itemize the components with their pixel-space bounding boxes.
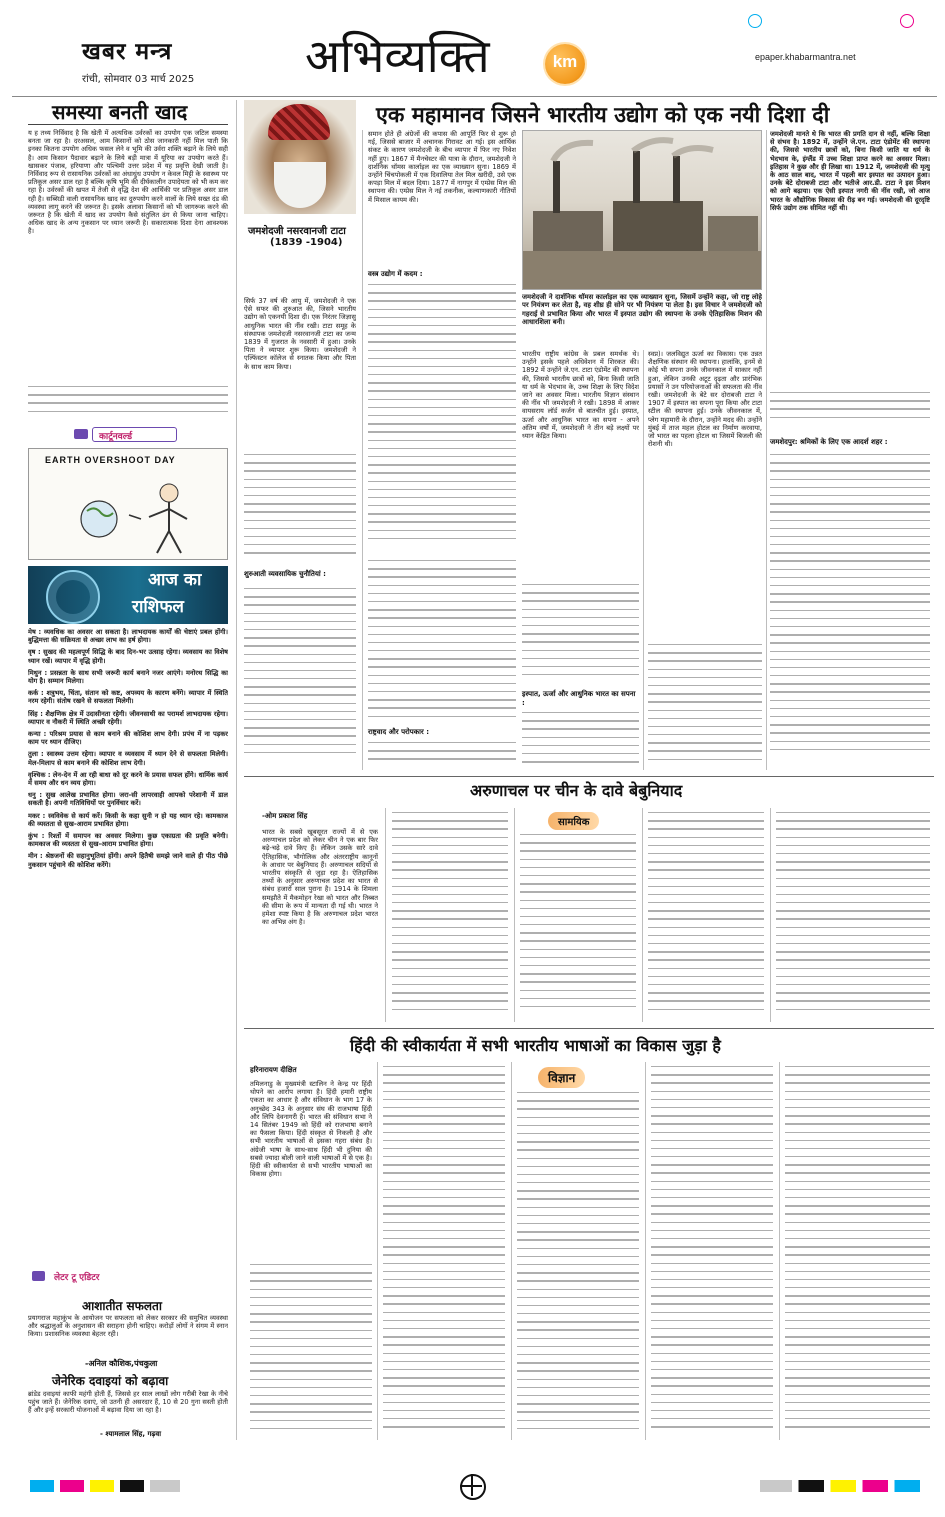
editorial-body: य ह तथ्य निर्विवाद है कि खेती में अत्यधिक उर्वरकों का उपयोग एक जटिल समस्या बनता जा रहा है। दरअसल, आम किसानों को ठोस जानकारी नहीं मिल पाती कि इनका कितना उपयोग अधिक फसल लेने व भूमि की उर्वरा शक्ति बढ़ाने के लिये सही है। आम किसान पैदावार बढ़ाने के लिये बड़ी मात्रा में यूरिया का उपयोग करते हैं। खासकर पंजाब, हरियाणा और पश्चिमी उत्तर प्रदेश में यह प्रवृत्ति देखी जाती है। निर्विवाद रूप से रासायनिक उर्वरकों का अंधाधुंध उपयोग न केवल मिट्टी के स्वास्थ्य पर प्रतिकूल असर डाल रहा है बल्कि कृषि भूमि की दीर्घकालीन उपादेयता को भी कम कर रहा है। उर्वरकों की खपत में तेजी से वृद्धि देश की आर्थिकी पर प्रतिकूल असर डाल रही है। सब्सिडी वाली रासायनिक खाद का दुरुपयोग करने वालों के लिये सख्त दंड की व्यवस्था लागू करने की जरूरत है। इसके अलावा किसानों को भी जागरूक करने की जरूरत है कि खेती में खाद का उपयोग कैसे संतुलित ढंग से किया जाना चाहिए। अधिक खाद के अन्य नुकसान पर ध्यान जरूरी है। सकारात्मक दिशा देना आवश्यक है। xyxy=(28,129,228,236)
tata-sub1: शुरुआती व्यवसायिक चुनौतियां : xyxy=(244,570,326,578)
registration-marks-top xyxy=(740,12,940,30)
cartoon-label xyxy=(92,427,177,442)
letters-label xyxy=(48,1270,158,1284)
paper-name: खबर मन्त्र xyxy=(82,39,173,65)
tata-factory-photo xyxy=(522,130,762,290)
tata-col1-cont2 xyxy=(244,588,356,768)
tata-col2-cont xyxy=(368,284,516,554)
arunachal-col4 xyxy=(648,812,764,1018)
tata-portrait-caption: जमशेदजी नसरवानजी टाटा xyxy=(248,226,346,237)
rashifal-item: मेष : व्यवधिक का अवसर आ सकता है। लाभदायक कार्यों की चेष्टाएं प्रबल होंगी। बुद्धिमत्ता की सक्रियता से अच्छा लाभ का हर्ष होगा। xyxy=(28,628,228,645)
zodiac-wheel-icon xyxy=(46,570,100,624)
letters-label-text: लेटर टू एडिटर xyxy=(54,1273,100,1283)
arunachal-col3 xyxy=(520,834,636,1018)
cartoon-drawing xyxy=(29,449,228,560)
turban-icon xyxy=(268,104,330,140)
color-bar-right xyxy=(760,1480,920,1492)
rashifal-item: धनु : सुख आलेख प्रभावित होगा। जरा-सी लापरवाही आपको परेशानी में डाल सकती है। अपनी गतिविधियों पर पुनर्विचार करें। xyxy=(28,791,228,808)
rashifal-banner xyxy=(28,566,228,624)
arunachal-col2 xyxy=(392,812,508,1018)
brand-logo xyxy=(545,44,585,84)
rashifal-item: वृष : सुखद की महत्वपूर्ण सिद्धि के बाद दिन-भर उत्साह रहेगा। व्यवसाय का विशेष ध्यान रखें। व्यापार में वृद्धि होगी। xyxy=(28,648,228,665)
rashifal-title-line1: आज का xyxy=(148,570,202,590)
editorial-title: समस्या बनती खाद xyxy=(52,100,188,124)
section-title: अभिव्यक्ति xyxy=(305,29,490,83)
chimney-icon xyxy=(633,151,640,203)
letter1-body: प्रयागराज महाकुंभ के आयोजन पर सफलता को लेकर सरकार की समुचित व्यवस्था और श्रद्धालुओं के अनुशासन की सराहना होनी चाहिए। करोड़ों लोगों ने संगम में स्नान किया। प्रशासनिक व्यवस्था बेहतर रही। xyxy=(28,1314,228,1339)
tata-col3: भारतीय राष्ट्रीय कांग्रेस के प्रबल समर्थक थे। उन्होंने इसके पहले अधिवेशन में शिरकत की। 1892 में उन्होंने जे.एन. टाटा एंडोमेंट की स्थापना की, जिससे भारतीय छात्रों को, बिना किसी जाति या धर्म के भेदभाव के, उच्च शिक्षा के लिए विदेश जाने का अवसर मिला। भारतीय विज्ञान संस्थान की नींव भी जमशेदजी ने रखी। 1898 में आकर वायसराय लॉर्ड कर्जन से बातचीत हुई। इस्पात, ऊर्जा और आधुनिक भारत का सपना - अपने अंतिम वर्षों में, जमशेदजी ने तीन बड़े लक्ष्यों पर ध्यान केंद्रित किया। xyxy=(522,350,639,441)
rashifal-item: कुंभ : रिश्तों में समापन का अवसर मिलेगा। कुछ एकाग्रता की प्रवृति बनेगी। कामकाज की व्यस्तता से सुख-आराम प्रभावित होगा। xyxy=(28,832,228,849)
tata-col1: सिर्फ 37 वर्ष की आयु में, जमशेदजी ने एक ऐसे सफर की शुरुआत की, जिसने भारतीय उद्योग को एकनयी दिशा दी। एक निरंतर जिज्ञासु आधुनिक भारत की नींव रखी। टाटा समूह के संस्थापक जमशेदजी नसरवानजी टाटा का जन्म 1839 में गुजरात के नवसारी में हुआ। उनके पिता ने व्यापार शुरू किया। जमशेदजी ने एल्फिंस्टन कॉलेज से स्नातक किया और पिता के साथ काम किया। xyxy=(244,297,356,371)
rashifal-title-line2: राशिफल xyxy=(132,597,184,617)
rashifal-item: कन्या : परिश्रम प्रयास से काम बनाने की कोशिश लाभ देगी। प्रपंच में ना पड़कर काम पर ध्यान दीजिए। xyxy=(28,730,228,747)
mail-icon xyxy=(32,1271,45,1281)
arunachal-body: भारत के सबसे खूबसूरत राज्यों में से एक अरुणाचल प्रदेश को लेकर चीन ने एक बार फिर बढ़े-चढ़े दावे किए हैं। लेकिन उसके सारे दावे ऐतिहासिक, भौगोलिक और अंतरराष्ट्रीय कानूनों के आधार पर बेबुनियाद हैं। अरुणाचल सदियों से भारतीय संस्कृति से जुड़ा रहा है। ऐतिहासिक तथ्यों के अनुसार अरुणाचल प्रदेश का भारत से संबंध हजारों साल पुराना है। 1914 के शिमला समझौते में मैकमोहन रेखा को भारत और तिब्बत की सीमा के रूप में मान्यता दी गई थी। भारत ने हमेशा स्पष्ट किया है कि अरुणाचल प्रदेश भारत का अभिन्न अंग है। xyxy=(262,828,378,927)
letter1-author: -अनिल कौशिक,पंचकुला xyxy=(85,1359,158,1368)
website-url[interactable]: epaper.khabarmantra.net xyxy=(755,52,856,62)
beard-icon xyxy=(274,162,326,208)
hindi-col4 xyxy=(651,1066,773,1434)
rashifal-item: वृश्चिक : लेन-देन में आ रही बाधा को दूर करने के प्रयास सफल होंगे। धार्मिक कार्य में समय और धन व्यय होगा। xyxy=(28,770,228,788)
hindi-body: तमिलनाडु के मुख्यमंत्री स्टालिन ने केन्द्र पर हिंदी थोपने का आरोप लगाया है। हिंदी हमारी राष्ट्रीय एकता का आधार है और संविधान के भाग 17 के अनुच्छेद 343 के अनुसार संघ की राजभाषा हिंदी और लिपि देवनागरी है। भारत की संविधान सभा ने 14 सितंबर 1949 को हिंदी को राजभाषा बनाने का फैसला किया। हिंदी संस्कृत से निकली है और सभी भारतीय भाषाओं से इसका गहरा संबंध है। अंग्रेजी भाषा के साथ-साथ हिंदी भी दुनिया की सबसे ज्यादा बोली जाने वाली भाषाओं में से एक है। हिंदी की स्वीकार्यता से सभी भारतीय भाषाओं का विकास होगा। xyxy=(250,1080,372,1179)
cartoon-label-text: कार्टूनवर्ल्ड xyxy=(99,432,133,442)
arunachal-col5 xyxy=(776,812,930,1018)
hindi-headline: हिंदी की स्वीकार्यता में सभी भारतीय भाषाओं का विकास जुड़ा है xyxy=(350,1036,721,1055)
chimney-icon xyxy=(553,161,560,213)
arunachal-tag: सामयिक xyxy=(548,812,599,830)
rashifal-item: सिंह : शैक्षणिक क्षेत्र में उदासीनता रहेगी। जीवनसाथी का परामर्श लाभदायक रहेगा। व्यापार व नौकरी में स्थिति अच्छी रहेगी। xyxy=(28,709,228,726)
cartoon-panel xyxy=(28,448,228,560)
tata-col5: जमशेदजी मानते थे कि भारत की प्रगति दान से नहीं, बल्कि शिक्षा से संभव है। 1892 में, उन्होंने जे.एन. टाटा एंडोमेंट की स्थापना की, जिससे भारतीय छात्रों को, बिना किसी जाति या धर्म के भेदभाव के, इंग्लैंड में उच्च शिक्षा प्राप्त करने का अवसर मिला। इतिहास ने कुछ और ही लिखा था। 1912 में, जमशेदजी की मृत्यु के आठ साल बाद, भारत में पहली बार इस्पात का उत्पादन हुआ। उनके बेटे दोराबजी टाटा और भतीजे आर.डी. टाटा ने इस मिशन को आगे बढ़ाया। एक ऐसी इस्पात नगरी की नींव रखी, जो आज भारत के औद्योगिक विकास की रीढ़ बन गई। जमशेदजी की दूरदृष्टि सिर्फ उद्योग तक सीमित नहीं थी। xyxy=(770,130,930,212)
editorial-filler xyxy=(28,386,228,416)
hindi-col1-cont xyxy=(250,1264,372,1434)
tata-col2: समान होते ही अंग्रेजों की कपास की आपूर्ति फिर से शुरू हो गई, जिससे बाजार में अचानक गिरावट आ गई। इस आर्थिक संकट के कारण जमशेदजी के बीच व्यापार में फिर नए निवेश नहीं हुए। 1867 में मैनचेस्टर की यात्रा के दौरान, जमशेदजी ने दार्शनिक थॉमस कार्लाइल का एक व्याख्यान सुना। 1869 में उन्होंने चिंचपोकली में एक दिवालिया तेल मिल खरीदी, उसे एक कपड़ा मिल में बदल दिया। 1877 में नागपुर में एम्प्रेस मिल की स्थापना की। एम्प्रेस मिल ने नई तकनीक, कल्याणकारी नीतियों में मिसाल कायम की। xyxy=(368,130,516,204)
rashifal-item: तुला : स्वास्थ्य उत्तम रहेगा। व्यापार व व्यवसाय में ध्यान देने से सफलता मिलेगी। मेल-मिलाप से काम बनाने की कोशिश लाभ देगी। xyxy=(28,750,228,767)
rashifal-item: मकर : स्वविवेक से कार्य करें। किसी के कहा सुनी न हो यह ध्यान रहे। कामकाज की व्यस्तता से सुख-आराम प्रभावित होगा। xyxy=(28,811,228,828)
mail-icon xyxy=(74,429,88,439)
tata-col2-cont3 xyxy=(368,742,516,768)
hindi-col3 xyxy=(517,1092,639,1434)
arunachal-headline: अरुणाचल पर चीन के दावे बेबुनियाद xyxy=(470,781,683,800)
hindi-col2 xyxy=(383,1066,505,1434)
person-head-icon xyxy=(160,484,178,502)
rashifal-list xyxy=(28,628,228,1250)
factory-illustration xyxy=(523,131,762,290)
chimney-icon xyxy=(673,156,680,203)
tata-sub3: राष्ट्रवाद और परोपकार : xyxy=(368,728,430,736)
hindi-tag: विज्ञान xyxy=(538,1067,585,1088)
letter2-body: ब्रांडेड दवाइयां काफी महंगी होती हैं, जिससे हर साल लाखों लोग गरीबी रेखा के नीचे पहुंच जाते हैं। जेनेरिक दवाएं, जो उतनी ही असरदार हैं, 10 से 20 गुना सस्ती होती हैं और इन्हें सरकारी योजनाओं में बढ़ावा दिया जा रहा है। xyxy=(28,1390,228,1415)
tata-sub5: जमशेदपुर: श्रमिकों के लिए एक आदर्श शहर : xyxy=(770,438,888,446)
masthead xyxy=(0,0,945,96)
tata-portrait-years: (1839 -1904) xyxy=(270,237,343,248)
tata-col5-cont xyxy=(770,392,930,422)
tata-sub4: इस्पात, ऊर्जा और आधुनिक भारत का सपना : xyxy=(522,690,636,707)
tata-col4-cont xyxy=(648,644,762,768)
globe-icon xyxy=(81,501,117,537)
hindi-col5 xyxy=(785,1066,930,1434)
registration-strip xyxy=(0,1468,945,1508)
registration-target-icon xyxy=(460,1474,486,1500)
tata-col4: स्वप्न)। जलविद्युत ऊर्जा का विकास। एक उन्नत शैक्षणिक संस्थान की स्थापना। हालांकि, इनमें से कोई भी सपना उनके जीवनकाल में साकार नहीं हुआ, लेकिन उनकी अटूट दृढ़ता और प्रारंभिक प्रयासों ने उन परियोजनाओं की सफलता की नींव रखी। जमशेदजी के बेटे सर दोराबजी टाटा ने 1907 में इस्पात का सपना पूरा किया और टाटा स्टील की स्थापना हुई। उनके जीवनकाल में, प्लेग महामारी के दौरान, उन्होंने मदद की। उन्होंने मुंबई में ताज महल होटल का निर्माण करवाया, जो भारत का पहला होटल था जिसमें बिजली की रोशनी थी। xyxy=(648,350,762,449)
tata-col1-cont xyxy=(244,454,356,564)
tata-col5-cont2 xyxy=(770,454,930,766)
brand-logo-letters: km xyxy=(552,52,578,71)
city-date: रांची, सोमवार 03 मार्च 2025 xyxy=(82,74,195,85)
hindi-byline: हरिनारायण दीक्षित xyxy=(250,1066,297,1074)
tata-col3-cont xyxy=(522,584,639,684)
letter1-title: आशातीत सफलता xyxy=(82,1299,162,1313)
cartoon-caption: EARTH OVERSHOOT DAY xyxy=(45,455,176,465)
rashifal-item: मीन : श्रेष्ठजनों की सहानुभूतियां होंगी। अपने हितैषी समझे जाने वाले ही पीठ पीछे नुकसान पहुंचाने की कोशिश करेंगे। xyxy=(28,852,228,869)
tata-photo-caption: जमशेदजी ने दार्शनिक थॉमस कार्लाइल का एक व्याख्यान सुना, जिसमें उन्होंने कहा, जो राष्ट्र लोहे पर नियंत्रण कर लेता है, वह शीघ्र ही सोने पर भी नियंत्रण पा लेता है। इस विचार ने जमशेदजी को गहराई से प्रभावित किया और भारत में इस्पात उद्योग की स्थापना के उनके ऐतिहासिक मिशन की आधारशिला बनी। xyxy=(522,293,762,327)
tata-col3-cont2 xyxy=(522,712,639,768)
rashifal-item: कर्क : शत्रुभय, चिंता, संतान को कष्ट, अपव्यय के कारण बनेंगे। व्यापार में स्थिति नरम रहेगी। संतोष रखने से सफलता मिलेगी। xyxy=(28,689,228,706)
rashifal-item: मिथुन : प्रसन्नता के साथ सभी जरूरी कार्य बनाने नजर आएंगे। मनोरथ सिद्धि का योग है। सम्मान मिलेगा। xyxy=(28,668,228,686)
crop-mark-icon xyxy=(748,14,762,28)
tata-col2-cont2 xyxy=(368,560,516,726)
tata-portrait xyxy=(244,100,356,214)
tata-sub2: वस्त्र उद्योग में कदम : xyxy=(368,270,423,278)
letter2-author: - श्यामलाल सिंह, गढ़वा xyxy=(100,1430,162,1438)
crop-mark-icon xyxy=(900,14,914,28)
letter2-title: जेनेरिक दवाइयां को बढ़ावा xyxy=(52,1374,169,1388)
arunachal-byline: -ओम प्रकाश सिंह xyxy=(262,812,308,820)
color-bar-left xyxy=(30,1480,180,1492)
tata-headline: एक महामानव जिसने भारतीय उद्योग को एक नयी दिशा दी xyxy=(376,103,830,128)
